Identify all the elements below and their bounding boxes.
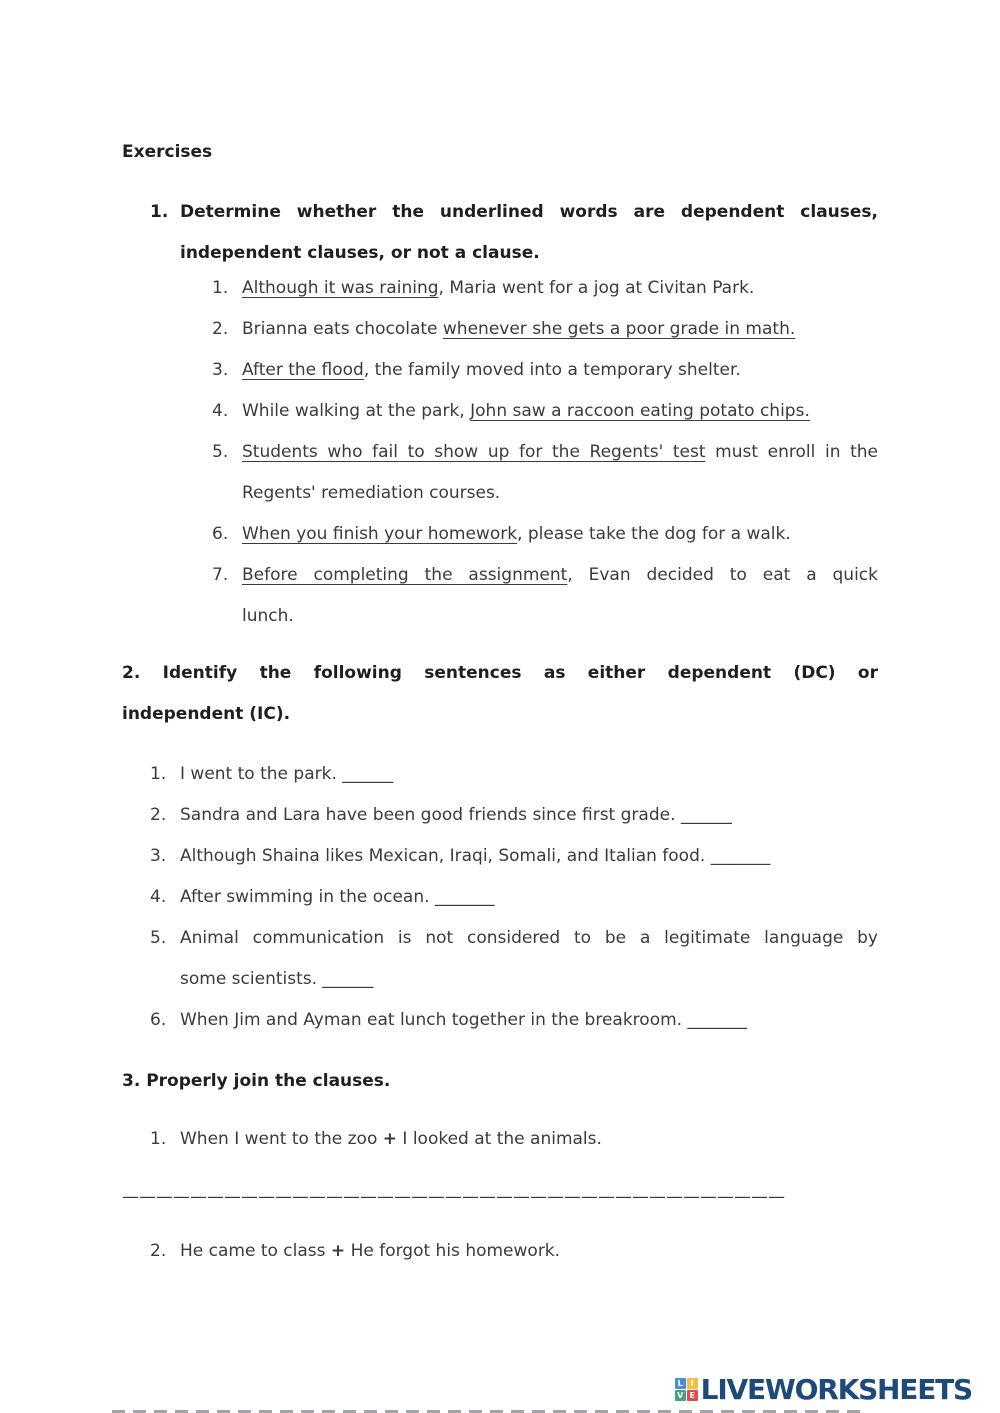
item-text-segment: Although Shaina likes Mexican, Iraqi, Somali, and Italian food. — [180, 846, 711, 866]
logo-square-i: I — [687, 1378, 698, 1389]
item-text-segment: I looked at the animals. — [397, 1129, 602, 1149]
underlined-clause: Before completing the assignment — [242, 565, 568, 585]
item-text — [242, 309, 878, 350]
underlined-clause: After the flood — [242, 360, 364, 380]
heading-line-2: independent (IC). — [122, 704, 291, 724]
item-number: 3. — [150, 846, 167, 866]
item-number: 1. — [150, 764, 167, 784]
exercise-item — [122, 918, 878, 1000]
section-2-list — [122, 754, 878, 1041]
section-3-heading: 3. Properly join the clauses. — [122, 1071, 391, 1091]
exercise-item — [122, 1231, 878, 1272]
heading-line-1: Determine whether the underlined words are dependent clauses, — [180, 202, 878, 222]
underlined-clause: whenever she gets a poor grade in math. — [442, 319, 796, 339]
logo-squares-grid — [675, 1378, 698, 1401]
answer-blank[interactable]: _______ — [710, 846, 771, 866]
item-text-segment: , Maria went for a jog at Civitan Park. — [438, 278, 755, 298]
item-text — [242, 555, 878, 637]
item-number: 7. — [212, 565, 229, 585]
item-text-segment: I went to the park. — [180, 764, 343, 784]
item-text — [180, 1000, 878, 1041]
item-number: 2. — [150, 805, 167, 825]
item-number: 6. — [150, 1010, 167, 1030]
exercise-item — [122, 795, 878, 836]
logo-square-l: L — [675, 1378, 686, 1389]
item-text-segment: Sandra and Lara have been good friends since first grade. — [180, 805, 681, 825]
item-text-segment: He came to class — [180, 1241, 331, 1261]
item-text — [242, 514, 878, 555]
item-line-1 — [242, 555, 878, 596]
exercise-item — [122, 268, 878, 309]
item-text-segment: , the family moved into a temporary shelter. — [363, 360, 741, 380]
item-line-1: Animal communication is not considered to be a legitimate language by — [180, 928, 878, 948]
item-number: 2. — [150, 1241, 167, 1261]
exercise-item — [122, 836, 878, 877]
item-number: 1. — [212, 278, 229, 298]
exercise-item — [122, 555, 878, 637]
answer-blank[interactable]: ______ — [322, 969, 374, 989]
section-1-heading — [122, 192, 878, 274]
section-2-number: 2. — [122, 663, 141, 683]
item-text — [242, 268, 878, 309]
item-line-2: Regents' remediation courses. — [242, 483, 501, 503]
exercise-item — [122, 391, 878, 432]
section-1-number: 1. — [150, 202, 169, 222]
underlined-clause: Although it was raining — [242, 278, 439, 298]
logo-wordmark: LIVEWORKSHEETS — [700, 1373, 972, 1406]
item-text — [180, 795, 878, 836]
item-number: 4. — [150, 887, 167, 907]
section-2-heading — [122, 653, 878, 735]
item-number: 1. — [150, 1129, 167, 1149]
item-text — [180, 918, 878, 1000]
answer-blank[interactable]: _______ — [434, 887, 495, 907]
item-text — [180, 877, 878, 918]
item-number: 2. — [212, 319, 229, 339]
item-line-2: lunch. — [242, 606, 294, 626]
exercise-item — [122, 1119, 878, 1160]
heading-text-segment: Identify the following sentences as either dependent (DC) or — [162, 663, 878, 683]
item-text-segment: Brianna eats chocolate — [242, 319, 443, 339]
item-text-segment: some scientists. — [180, 969, 323, 989]
exercise-item — [122, 754, 878, 795]
item-number: 5. — [150, 928, 167, 948]
item-text — [242, 391, 878, 432]
item-text-segment: When Jim and Ayman eat lunch together in the breakroom. — [180, 1010, 688, 1030]
underlined-clause: When you finish your homework — [242, 524, 518, 544]
section-1-heading-text — [180, 192, 878, 274]
logo-square-v: V — [675, 1390, 686, 1401]
item-text — [180, 1231, 878, 1272]
item-line-1 — [242, 432, 878, 473]
item-text-segment: , please take the dog for a walk. — [517, 524, 791, 544]
answer-line[interactable]: ——————————————————————————————————————— — [122, 1187, 785, 1207]
item-number: 4. — [212, 401, 229, 421]
answer-blank[interactable]: ______ — [680, 805, 732, 825]
answer-blank[interactable]: _______ — [687, 1010, 747, 1030]
item-text-segment: must enroll in the — [705, 442, 878, 462]
page-title: Exercises — [122, 142, 213, 162]
exercise-item — [122, 514, 878, 555]
item-text — [242, 432, 878, 514]
section-3-list — [122, 1119, 878, 1272]
item-text-segment: , Evan decided to eat a quick — [567, 565, 878, 585]
item-text-segment: While walking at the park, — [242, 401, 471, 421]
item-text-segment: He forgot his homework. — [345, 1241, 561, 1261]
underlined-clause: Students who fail to show up for the Regents' test — [242, 442, 706, 462]
exercise-item — [122, 350, 878, 391]
item-number: 6. — [212, 524, 229, 544]
plus-sign: + — [330, 1241, 346, 1261]
item-text — [180, 1119, 878, 1160]
item-text — [180, 836, 878, 877]
item-text — [180, 754, 878, 795]
plus-sign: + — [382, 1129, 397, 1149]
heading-line-2: independent clauses, or not a clause. — [180, 243, 540, 263]
item-line-2 — [180, 959, 878, 1000]
liveworksheets-logo[interactable] — [675, 1374, 972, 1405]
exercise-item — [122, 1000, 878, 1041]
item-text-segment: When I went to the zoo — [180, 1129, 383, 1149]
exercise-item — [122, 877, 878, 918]
underlined-clause: John saw a raccoon eating potato chips. — [470, 401, 810, 421]
item-number: 3. — [212, 360, 229, 380]
exercise-item — [122, 309, 878, 350]
item-text — [242, 350, 878, 391]
logo-square-e: E — [687, 1390, 698, 1401]
heading-line-1 — [122, 653, 878, 694]
item-text-segment: After swimming in the ocean. — [180, 887, 435, 907]
item-number: 5. — [212, 442, 229, 462]
answer-blank[interactable]: ______ — [342, 764, 394, 784]
section-1-list — [122, 268, 878, 637]
exercise-item — [122, 432, 878, 514]
